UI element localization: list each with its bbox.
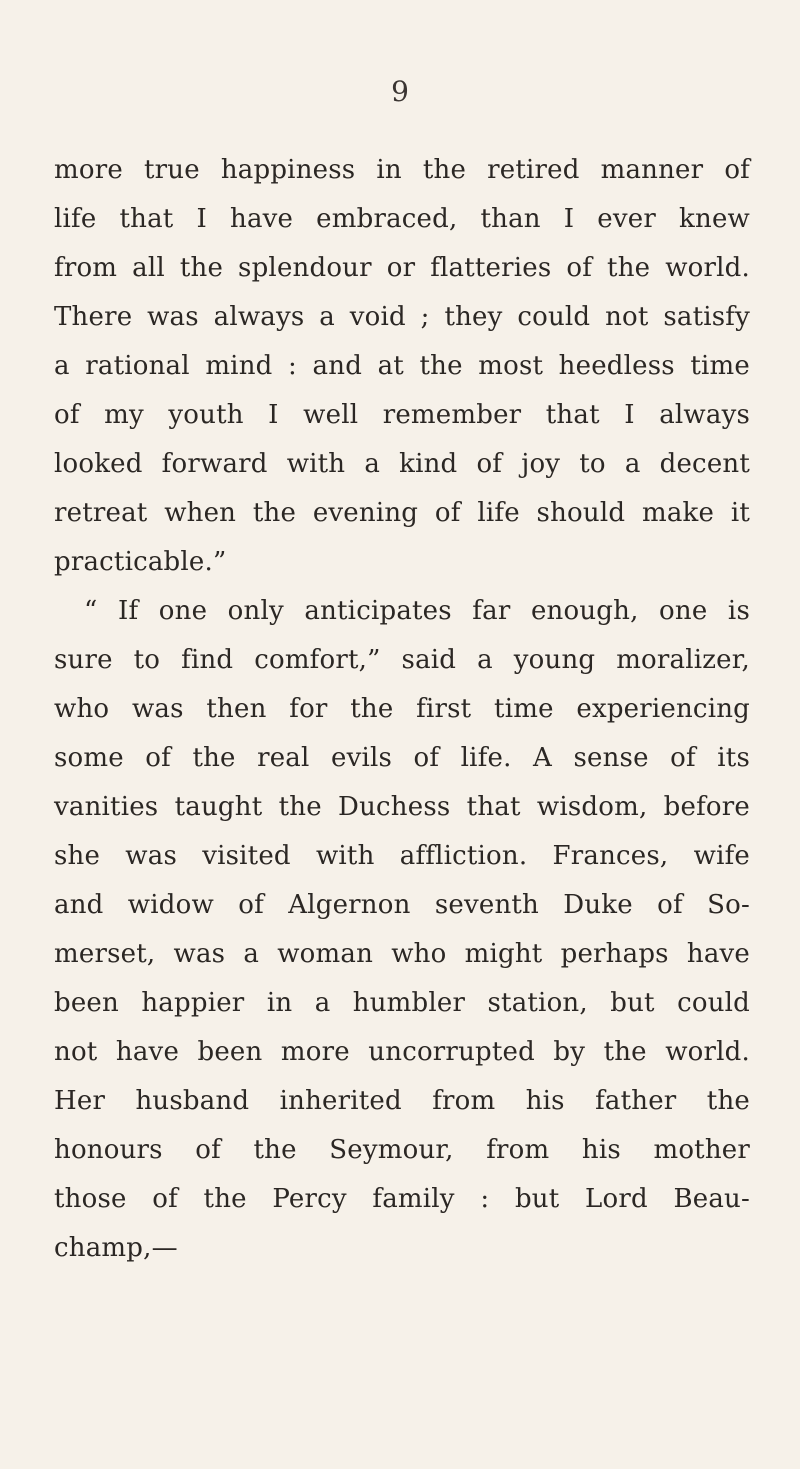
page-number: 9 — [391, 75, 409, 108]
text-line: vanities taught the Duchess that wisdom, before — [54, 792, 750, 822]
text-line: some of the real evils of life. A sense of its — [54, 743, 750, 773]
text-line: and widow of Algernon seventh Duke of So- — [54, 890, 750, 920]
text-line: she was visited with affliction. Frances, wife — [54, 841, 750, 871]
text-line: a rational mind : and at the most heedless time — [54, 351, 750, 381]
text-line: merset, was a woman who might perhaps have — [54, 939, 750, 969]
text-line: from all the splendour or flatteries of the world. — [54, 253, 750, 283]
text-line: There was always a void ; they could not satisfy — [54, 302, 750, 332]
text-line: retreat when the evening of life should make it — [54, 498, 750, 528]
text-line: honours of the Seymour, from his mother — [54, 1135, 750, 1165]
text-line: life that I have embraced, than I ever knew — [54, 204, 750, 234]
text-line: of my youth I well remember that I always — [54, 400, 750, 430]
text-line: champ,— — [54, 1233, 178, 1263]
body-text — [54, 146, 750, 1273]
text-line: who was then for the first time experiencing — [54, 694, 750, 724]
text-line: Her husband inherited from his father the — [54, 1086, 750, 1116]
text-line: sure to find comfort,” said a young moralizer, — [54, 645, 750, 675]
text-line: not have been more uncorrupted by the world. — [54, 1037, 750, 1067]
text-line: looked forward with a kind of joy to a decent — [54, 449, 750, 479]
text-line: those of the Percy family : but Lord Beau- — [54, 1184, 750, 1214]
text-line: more true happiness in the retired manner of — [54, 155, 750, 185]
text-line: “ If one only anticipates far enough, one is — [84, 596, 750, 626]
text-line: been happier in a humbler station, but could — [54, 988, 750, 1018]
text-line: practicable.” — [54, 547, 227, 577]
